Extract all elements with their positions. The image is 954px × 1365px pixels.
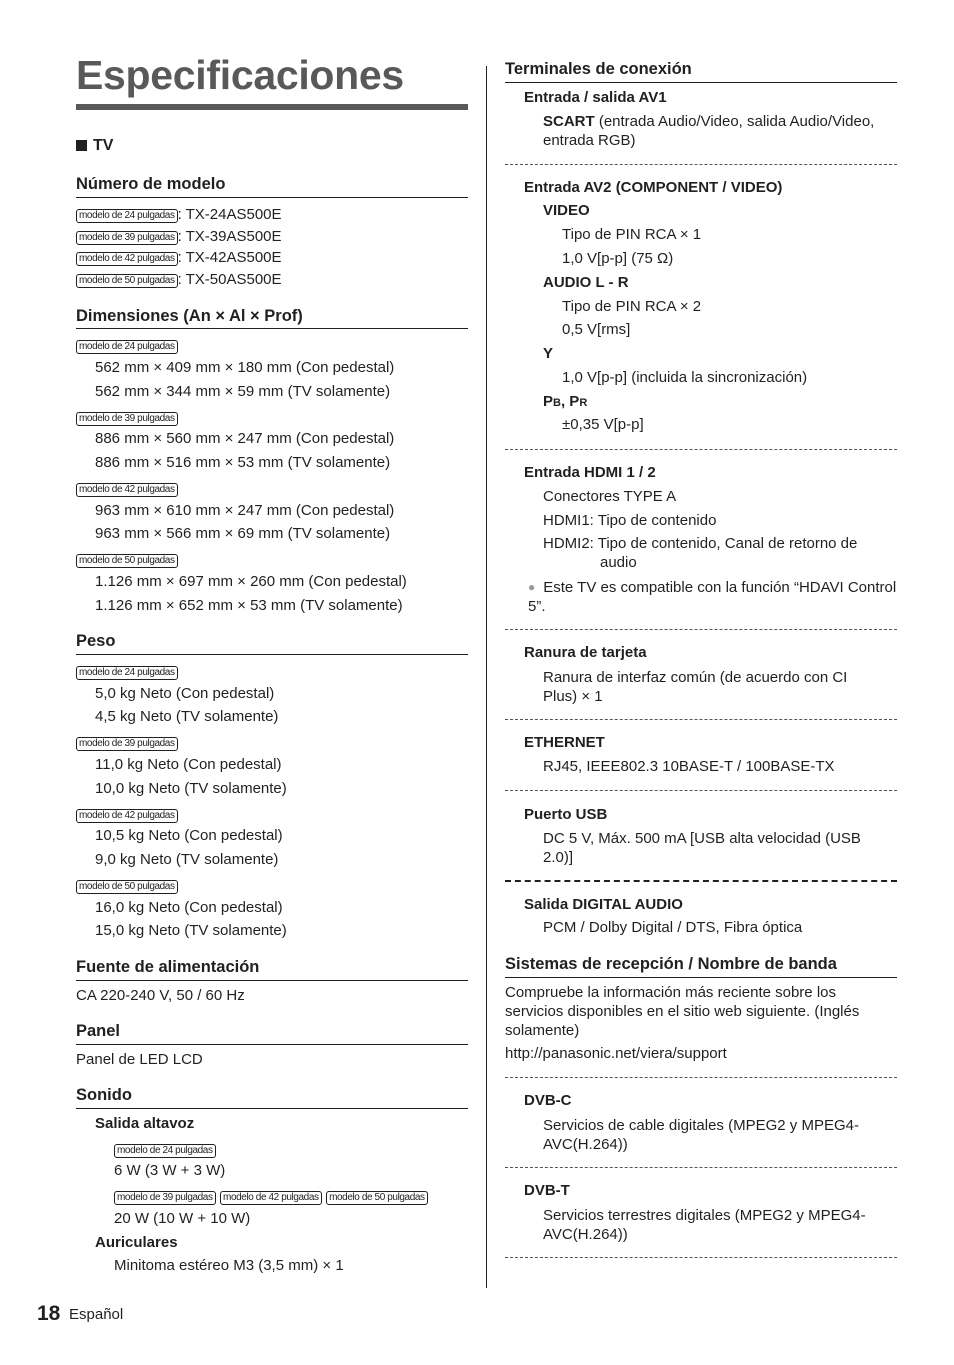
- video-value: 1,0 V[p-p] (75 Ω): [562, 250, 674, 267]
- size-tag-row: [76, 480, 178, 498]
- dimension-value: 963 mm × 610 mm × 247 mm (Con pedestal): [95, 502, 395, 519]
- size-tag-row: [76, 551, 178, 569]
- dashed-divider: [505, 719, 897, 720]
- y-value: 1,0 V[p-p] (incluida la sincronización): [562, 369, 808, 386]
- dashed-divider: [505, 880, 897, 882]
- support-link[interactable]: http://panasonic.net/viera/support: [505, 1045, 727, 1062]
- av1-heading: Entrada / salida AV1: [524, 89, 667, 106]
- card-value: Ranura de interfaz común (de acuerdo con CI Plus) × 1: [543, 669, 848, 705]
- dashed-divider: [505, 164, 897, 165]
- size-tag: modelo de 39 pulgadas: [76, 231, 178, 245]
- size-tag: modelo de 42 pulgadas: [76, 483, 178, 497]
- weight-value: 9,0 kg Neto (TV solamente): [95, 851, 279, 868]
- bullet-icon: ●: [528, 580, 536, 594]
- hdmi-value: HDMI1: Tipo de contenido: [543, 512, 717, 529]
- column-divider: [486, 66, 487, 1288]
- speaker-value: 20 W (10 W + 10 W): [114, 1210, 251, 1227]
- terminals-heading: Terminales de conexión: [505, 60, 692, 78]
- divider: [76, 328, 468, 329]
- size-tag-row: [76, 663, 178, 681]
- hdmi-value: Conectores TYPE A: [543, 488, 677, 505]
- hdmi-value: audio: [600, 554, 637, 571]
- square-bullet-icon: [76, 140, 87, 151]
- dimension-value: 562 mm × 344 mm × 59 mm (TV solamente): [95, 383, 391, 400]
- divider: [76, 654, 468, 655]
- size-tag-row: [76, 409, 178, 427]
- headphones-value: Minitoma estéreo M3 (3,5 mm) × 1: [114, 1257, 344, 1274]
- y-label: Y: [543, 345, 554, 362]
- size-tag: modelo de 50 pulgadas: [76, 880, 178, 894]
- size-tag: modelo de 24 pulgadas: [76, 209, 178, 223]
- dashed-divider: [505, 1167, 897, 1168]
- divider: [505, 977, 897, 978]
- footer-language: Español: [69, 1306, 124, 1323]
- dashed-divider: [505, 629, 897, 630]
- dvbt-value: Servicios terrestres digitales (MPEG2 y MPEG4-AVC(H.264)): [543, 1207, 866, 1243]
- model-number: : TX-42AS500E: [177, 249, 282, 266]
- divider: [76, 197, 468, 198]
- model-row: [76, 249, 282, 266]
- card-heading: Ranura de tarjeta: [524, 644, 647, 661]
- pb-pr-label: PB, PR: [543, 393, 588, 410]
- dimension-value: 562 mm × 409 mm × 180 mm (Con pedestal): [95, 359, 395, 376]
- weight-value: 5,0 kg Neto (Con pedestal): [95, 685, 275, 702]
- speaker-value: 6 W (3 W + 3 W): [114, 1162, 226, 1179]
- dashed-divider: [505, 1257, 897, 1258]
- sound-heading: Sonido: [76, 1086, 132, 1104]
- hdmi-heading: Entrada HDMI 1 / 2: [524, 464, 656, 481]
- tv-heading: [76, 137, 113, 155]
- size-tag: modelo de 39 pulgadas: [114, 1191, 216, 1205]
- usb-heading: Puerto USB: [524, 806, 608, 823]
- dvbt-heading: DVB-T: [524, 1182, 570, 1199]
- divider: [76, 980, 468, 981]
- size-tag: modelo de 24 pulgadas: [114, 1144, 216, 1158]
- reception-text: Compruebe la información más reciente sobre los servicios disponibles en el sitio web siguiente. (Inglés solamente): [505, 984, 860, 1039]
- size-tag-row: [76, 877, 178, 895]
- digital-audio-heading: Salida DIGITAL AUDIO: [524, 896, 683, 913]
- dimension-value: 963 mm × 566 mm × 69 mm (TV solamente): [95, 525, 391, 542]
- power-value: CA 220-240 V, 50 / 60 Hz: [76, 987, 245, 1004]
- panel-value: Panel de LED LCD: [76, 1051, 203, 1068]
- page-title: Especificaciones: [76, 52, 404, 98]
- dimension-value: 1.126 mm × 652 mm × 53 mm (TV solamente): [95, 597, 403, 614]
- speaker-heading: Salida altavoz: [95, 1115, 195, 1132]
- model-number: : TX-24AS500E: [177, 206, 282, 223]
- usb-value: DC 5 V, Máx. 500 mA [USB alta velocidad (USB 2.0)]: [543, 830, 861, 866]
- size-tag-row: [76, 734, 178, 752]
- hdmi-value: HDMI2: Tipo de contenido, Canal de retorno de: [543, 535, 858, 552]
- title-underline: [76, 104, 468, 110]
- reception-heading: Sistemas de recepción / Nombre de banda: [505, 955, 837, 973]
- dashed-divider: [505, 449, 897, 450]
- weight-value: 10,0 kg Neto (TV solamente): [95, 780, 287, 797]
- dimension-value: 1.126 mm × 697 mm × 260 mm (Con pedestal): [95, 573, 407, 590]
- video-label: VIDEO: [543, 202, 590, 219]
- size-tag-row: [76, 337, 178, 355]
- audio-label: AUDIO L - R: [543, 274, 629, 291]
- model-number: : TX-39AS500E: [177, 228, 282, 245]
- weight-value: 15,0 kg Neto (TV solamente): [95, 922, 287, 939]
- divider: [76, 1044, 468, 1045]
- divider: [505, 82, 897, 83]
- video-value: Tipo de PIN RCA × 1: [562, 226, 702, 243]
- page-number: 18: [37, 1302, 61, 1325]
- size-tag-row: [114, 1188, 428, 1206]
- size-tag-row: [76, 806, 178, 824]
- digital-audio-value: PCM / Dolby Digital / DTS, Fibra óptica: [543, 919, 803, 936]
- model-row: [76, 271, 282, 288]
- size-tag: modelo de 39 pulgadas: [76, 737, 178, 751]
- scart-value: [543, 112, 898, 150]
- model-row: [76, 228, 282, 245]
- audio-value: 0,5 V[rms]: [562, 321, 631, 338]
- size-tag: modelo de 39 pulgadas: [76, 412, 178, 426]
- weight-value: 10,5 kg Neto (Con pedestal): [95, 827, 283, 844]
- size-tag: modelo de 50 pulgadas: [76, 274, 178, 288]
- hdmi-note: ● Este TV es compatible con la función “HDAVI Control 5”.: [528, 579, 897, 615]
- dvbc-heading: DVB-C: [524, 1092, 572, 1109]
- dvbc-value: Servicios de cable digitales (MPEG2 y MPEG4-AVC(H.264)): [543, 1117, 859, 1153]
- model-row: [76, 206, 282, 223]
- size-tag: modelo de 42 pulgadas: [220, 1191, 322, 1205]
- size-tag: modelo de 24 pulgadas: [76, 666, 178, 680]
- ethernet-heading: ETHERNET: [524, 734, 605, 751]
- pb-pr-value: ±0,35 V[p-p]: [562, 416, 644, 433]
- weight-value: 4,5 kg Neto (TV solamente): [95, 708, 279, 725]
- size-tag: modelo de 42 pulgadas: [76, 252, 178, 266]
- weight-value: 11,0 kg Neto (Con pedestal): [95, 756, 282, 773]
- dimensions-heading: Dimensiones (An × Al × Prof): [76, 307, 303, 325]
- dimension-value: 886 mm × 516 mm × 53 mm (TV solamente): [95, 454, 391, 471]
- size-tag-row: [114, 1141, 216, 1159]
- av2-heading: Entrada AV2 (COMPONENT / VIDEO): [524, 179, 783, 196]
- scart-label: SCART: [543, 113, 595, 130]
- model-heading: Número de modelo: [76, 175, 226, 193]
- dashed-divider: [505, 1077, 897, 1078]
- divider: [76, 1108, 468, 1109]
- headphones-heading: Auriculares: [95, 1234, 178, 1251]
- size-tag: modelo de 24 pulgadas: [76, 340, 178, 354]
- ethernet-value: RJ45, IEEE802.3 10BASE-T / 100BASE-TX: [543, 758, 835, 775]
- size-tag: modelo de 42 pulgadas: [76, 809, 178, 823]
- size-tag: modelo de 50 pulgadas: [76, 554, 178, 568]
- dashed-divider: [505, 790, 897, 791]
- panel-heading: Panel: [76, 1022, 121, 1040]
- size-tag: modelo de 50 pulgadas: [326, 1191, 428, 1205]
- scart-text: (entrada Audio/Video, salida Audio/Video, entrada RGB): [543, 113, 875, 149]
- power-heading: Fuente de alimentación: [76, 958, 260, 976]
- weight-heading: Peso: [76, 632, 116, 650]
- weight-value: 16,0 kg Neto (Con pedestal): [95, 899, 283, 916]
- audio-value: Tipo de PIN RCA × 2: [562, 298, 702, 315]
- tv-heading-label: TV: [93, 137, 114, 154]
- dimension-value: 886 mm × 560 mm × 247 mm (Con pedestal): [95, 430, 395, 447]
- model-number: : TX-50AS500E: [177, 271, 282, 288]
